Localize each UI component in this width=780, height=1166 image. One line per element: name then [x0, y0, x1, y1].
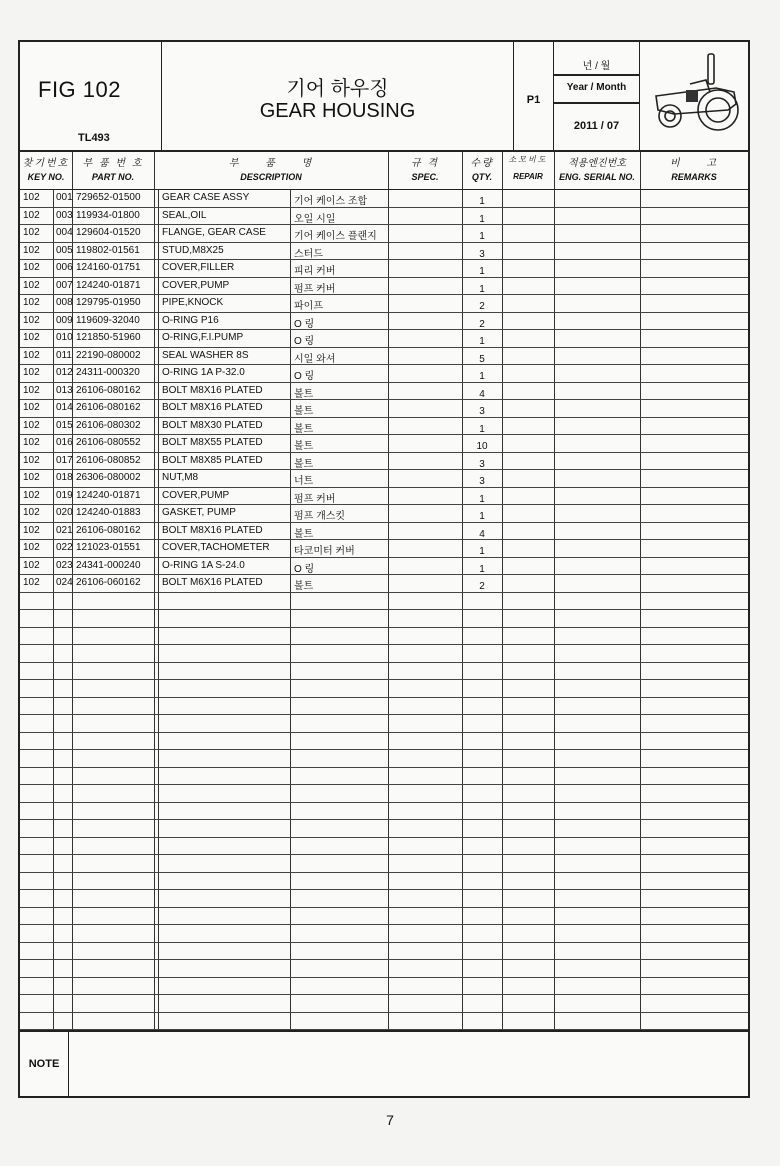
cell-part: 26106-080162	[76, 524, 141, 536]
table-row	[20, 943, 748, 961]
cell-fig: 102	[23, 279, 40, 291]
cell-fig: 102	[23, 367, 40, 378]
cell-desc: COVER,FILLER	[162, 262, 235, 273]
cell-part: 129604-01520	[76, 227, 141, 238]
fig-label: FIG 102	[38, 77, 121, 102]
table-row	[20, 190, 748, 208]
cell-kor: 펌프 개스킷	[294, 511, 346, 522]
cell-key: 023	[56, 559, 73, 571]
table-row	[20, 453, 748, 471]
table-row	[20, 715, 748, 733]
cell-kor: 펌프 커버	[294, 283, 336, 295]
cell-part: 124240-01883	[76, 507, 141, 518]
tractor-box	[640, 42, 748, 150]
cell-qty: 4	[479, 528, 485, 540]
cell-kor: 파이프	[294, 301, 323, 312]
table-row	[20, 890, 748, 908]
col-repair-kor: 소모비도	[508, 155, 548, 164]
cell-qty: 3	[479, 248, 485, 260]
table-row	[20, 978, 748, 996]
cell-kor: 볼트	[294, 388, 314, 400]
cell-fig: 102	[23, 384, 40, 396]
col-serial-kor: 적용엔진번호	[568, 158, 626, 169]
cell-fig: 102	[23, 209, 40, 221]
cell-fig: 102	[23, 349, 40, 361]
cell-qty: 2	[479, 301, 485, 312]
table-row	[20, 348, 748, 366]
cell-part: 26106-080302	[76, 419, 141, 431]
cell-kor: 타코미터 커버	[294, 546, 355, 557]
cell-fig: 102	[23, 472, 40, 483]
table-row	[20, 995, 748, 1013]
table-row	[20, 855, 748, 873]
col-remarks-kor: 비 고	[669, 158, 719, 169]
cell-kor: 볼트	[294, 423, 314, 435]
cell-kor: 볼트	[294, 406, 314, 417]
cell-part: 26106-080162	[76, 402, 141, 413]
cell-desc: NUT,M8	[162, 472, 199, 483]
cell-part: 26106-060162	[76, 577, 141, 588]
col-desc: DESCRIPTION	[240, 172, 302, 182]
table-row	[20, 593, 748, 611]
cell-fig: 102	[23, 227, 40, 238]
cell-fig: 102	[23, 542, 40, 553]
cell-key: 022	[56, 542, 73, 553]
page-code: P1	[526, 94, 541, 106]
cell-part: 26306-080002	[76, 472, 141, 483]
table-row	[20, 680, 748, 698]
cell-part: 119609-32040	[76, 314, 140, 326]
cell-kor: O 링	[294, 563, 315, 575]
cell-key: 018	[56, 472, 73, 483]
cell-fig: 102	[23, 192, 40, 203]
table-row	[20, 400, 748, 418]
col-qty: QTY.	[471, 172, 493, 182]
table-row	[20, 873, 748, 891]
cell-key: 004	[56, 227, 73, 238]
cell-desc: O-RING P16	[162, 314, 219, 326]
cell-key: 008	[56, 297, 73, 308]
col-remarks: REMARKS	[671, 172, 717, 182]
table-row	[20, 418, 748, 436]
table-row	[20, 435, 748, 453]
table-row	[20, 575, 748, 593]
cell-key: 009	[56, 314, 73, 326]
cell-qty: 3	[479, 406, 485, 417]
cell-part: 26106-080162	[76, 384, 141, 396]
cell-desc: BOLT M8X55 PLATED	[162, 437, 263, 448]
table-row	[20, 383, 748, 401]
table-row	[20, 838, 748, 856]
col-spec: SPEC.	[411, 172, 439, 182]
cell-kor: O 링	[294, 371, 315, 382]
col-part-kor: 부 품 번 호	[82, 158, 144, 169]
table-row	[20, 1013, 748, 1031]
table-row	[20, 470, 748, 488]
title-box	[162, 42, 514, 150]
cell-desc: O-RING 1A P-32.0	[162, 367, 245, 378]
cell-qty: 1	[479, 283, 485, 295]
cell-qty: 1	[479, 336, 485, 347]
cell-qty: 1	[479, 266, 485, 277]
parts-list-sheet	[18, 40, 750, 1098]
table-row	[20, 540, 748, 558]
cell-key: 010	[56, 332, 73, 343]
cell-fig: 102	[23, 454, 40, 466]
cell-qty: 5	[479, 353, 485, 365]
table-row	[20, 225, 748, 243]
cell-qty: 2	[479, 318, 485, 330]
cell-fig: 102	[23, 577, 40, 588]
cell-part: 119934-01800	[76, 209, 140, 221]
table-row	[20, 365, 748, 383]
table-row	[20, 313, 748, 331]
table-row	[20, 663, 748, 681]
table-row	[20, 523, 748, 541]
cell-fig: 102	[23, 244, 40, 256]
cell-fig: 102	[23, 332, 40, 343]
page-number: 7	[386, 1112, 394, 1128]
table-row	[20, 208, 748, 226]
cell-desc: O-RING 1A S-24.0	[162, 559, 245, 571]
cell-desc: COVER,TACHOMETER	[162, 542, 270, 553]
table-row	[20, 645, 748, 663]
cell-qty: 1	[479, 546, 485, 557]
col-key: KEY NO.	[27, 172, 65, 182]
cell-desc: GEAR CASE ASSY	[162, 192, 250, 203]
cell-fig: 102	[23, 419, 40, 431]
tractor-icon	[646, 48, 742, 140]
cell-desc: PIPE,KNOCK	[162, 297, 224, 308]
cell-desc: STUD,M8X25	[162, 244, 224, 256]
cell-qty: 1	[479, 563, 485, 575]
cell-fig: 102	[23, 524, 40, 536]
cell-kor: 볼트	[294, 441, 314, 452]
title-english: GEAR HOUSING	[259, 100, 416, 122]
cell-kor: O 링	[294, 318, 315, 330]
sheet-header	[20, 42, 748, 152]
year-month-label: Year / Month	[566, 82, 627, 93]
cell-kor: O 링	[294, 336, 315, 347]
cell-key: 016	[56, 437, 73, 448]
cell-part: 26106-080552	[76, 437, 141, 448]
cell-key: 011	[56, 349, 72, 361]
cell-qty: 1	[479, 493, 485, 505]
year-month-box	[554, 42, 640, 150]
cell-desc: BOLT M8X30 PLATED	[162, 419, 263, 431]
fig-box	[20, 42, 162, 150]
cell-part: 26106-080852	[76, 454, 141, 466]
table-row	[20, 750, 748, 768]
cell-desc: BOLT M8X85 PLATED	[162, 454, 263, 466]
cell-part: 729652-01500	[76, 192, 141, 203]
cell-part: 129795-01950	[76, 297, 141, 308]
col-spec-kor: 규 격	[410, 158, 440, 169]
cell-qty: 3	[479, 476, 485, 487]
col-serial: ENG. SERIAL NO.	[559, 172, 635, 182]
cell-desc: COVER,PUMP	[162, 279, 230, 291]
cell-kor: 볼트	[294, 458, 314, 470]
cell-kor: 시일 와셔	[294, 353, 336, 365]
cell-key: 012	[56, 367, 73, 378]
col-key-kor: 찾기번호	[22, 158, 70, 169]
cell-kor: 기어 케이스 플랜지	[294, 231, 377, 242]
cell-key: 019	[56, 489, 73, 501]
table-row	[20, 768, 748, 786]
cell-part: 124160-01751	[76, 262, 141, 273]
cell-key: 007	[56, 279, 73, 291]
cell-key: 021	[56, 524, 73, 536]
cell-key: 020	[56, 507, 73, 518]
table-row	[20, 960, 748, 978]
table-row	[20, 558, 748, 576]
cell-desc: FLANGE, GEAR CASE	[162, 227, 266, 238]
table-row	[20, 733, 748, 751]
cell-desc: BOLT M8X16 PLATED	[162, 384, 263, 396]
cell-fig: 102	[23, 297, 40, 308]
table-row	[20, 243, 748, 261]
cell-kor: 피리 커버	[294, 266, 336, 277]
cell-qty: 1	[479, 196, 485, 207]
cell-qty: 2	[479, 581, 485, 592]
cell-part: 124240-01871	[76, 489, 141, 501]
cell-desc: O-RING,F.I.PUMP	[162, 332, 244, 343]
cell-key: 001	[56, 192, 73, 203]
model-label: TL493	[78, 132, 110, 144]
cell-qty: 4	[479, 388, 485, 400]
cell-part: 121850-51960	[76, 332, 141, 343]
table-row	[20, 785, 748, 803]
cell-qty: 1	[479, 231, 485, 242]
col-desc-kor: 부 품 명	[228, 158, 314, 169]
table-row	[20, 260, 748, 278]
table-row	[20, 610, 748, 628]
cell-key: 024	[56, 577, 73, 588]
cell-part: 22190-080002	[76, 349, 141, 361]
cell-part: 121023-01551	[76, 542, 141, 553]
cell-kor: 볼트	[294, 528, 314, 540]
cell-key: 014	[56, 402, 73, 413]
cell-qty: 3	[479, 458, 485, 470]
parts-table-body	[20, 190, 748, 1030]
cell-desc: COVER,PUMP	[162, 489, 230, 501]
table-row	[20, 925, 748, 943]
table-row	[20, 488, 748, 506]
cell-desc: GASKET, PUMP	[162, 507, 236, 518]
cell-key: 013	[56, 384, 73, 396]
cell-part: 24341-000240	[76, 559, 141, 571]
table-row	[20, 803, 748, 821]
title-korean: 기어 하우징	[286, 78, 389, 100]
table-row	[20, 505, 748, 523]
cell-desc: SEAL WASHER 8S	[162, 349, 249, 361]
cell-fig: 102	[23, 262, 40, 273]
cell-fig: 102	[23, 314, 40, 326]
cell-desc: SEAL,OIL	[162, 209, 207, 221]
cell-kor: 너트	[294, 476, 314, 487]
col-qty-kor: 수량	[470, 158, 494, 169]
cell-key: 005	[56, 244, 73, 256]
cell-qty: 1	[479, 213, 485, 225]
cell-qty: 1	[479, 371, 485, 382]
note-section	[20, 1030, 748, 1096]
cell-fig: 102	[23, 437, 40, 448]
cell-kor: 펌프 커버	[294, 493, 336, 505]
cell-part: 119802-01561	[76, 244, 140, 256]
cell-part: 24311-000320	[76, 367, 140, 378]
year-month-value: 2011 / 07	[573, 120, 620, 132]
cell-fig: 102	[23, 489, 40, 501]
table-row	[20, 330, 748, 348]
cell-fig: 102	[23, 559, 40, 571]
col-repair: REPAIR	[513, 172, 543, 181]
table-row	[20, 295, 748, 313]
cell-fig: 102	[23, 402, 40, 413]
cell-kor: 볼트	[294, 581, 314, 592]
cell-desc: BOLT M8X16 PLATED	[162, 402, 263, 413]
cell-qty: 1	[479, 423, 485, 435]
cell-kor: 오일 시일	[294, 213, 336, 225]
cell-kor: 기어 케이스 조합	[294, 196, 368, 207]
cell-kor: 스터드	[294, 248, 323, 260]
cell-part: 124240-01871	[76, 279, 141, 291]
cell-key: 003	[56, 209, 73, 221]
table-row	[20, 628, 748, 646]
cell-desc: BOLT M8X16 PLATED	[162, 524, 263, 536]
cell-key: 015	[56, 419, 73, 431]
note-label: NOTE	[20, 1032, 69, 1096]
col-part: PART NO.	[91, 172, 135, 182]
year-month-korean: 년 / 월	[582, 61, 611, 72]
cell-fig: 102	[23, 507, 40, 518]
table-row	[20, 820, 748, 838]
page-box	[514, 42, 554, 150]
column-header-row	[20, 152, 748, 190]
table-row	[20, 278, 748, 296]
table-row	[20, 908, 748, 926]
cell-qty: 10	[476, 441, 488, 452]
cell-key: 006	[56, 262, 73, 273]
cell-qty: 1	[479, 511, 485, 522]
cell-desc: BOLT M6X16 PLATED	[162, 577, 263, 588]
cell-key: 017	[56, 454, 73, 466]
table-row	[20, 698, 748, 716]
